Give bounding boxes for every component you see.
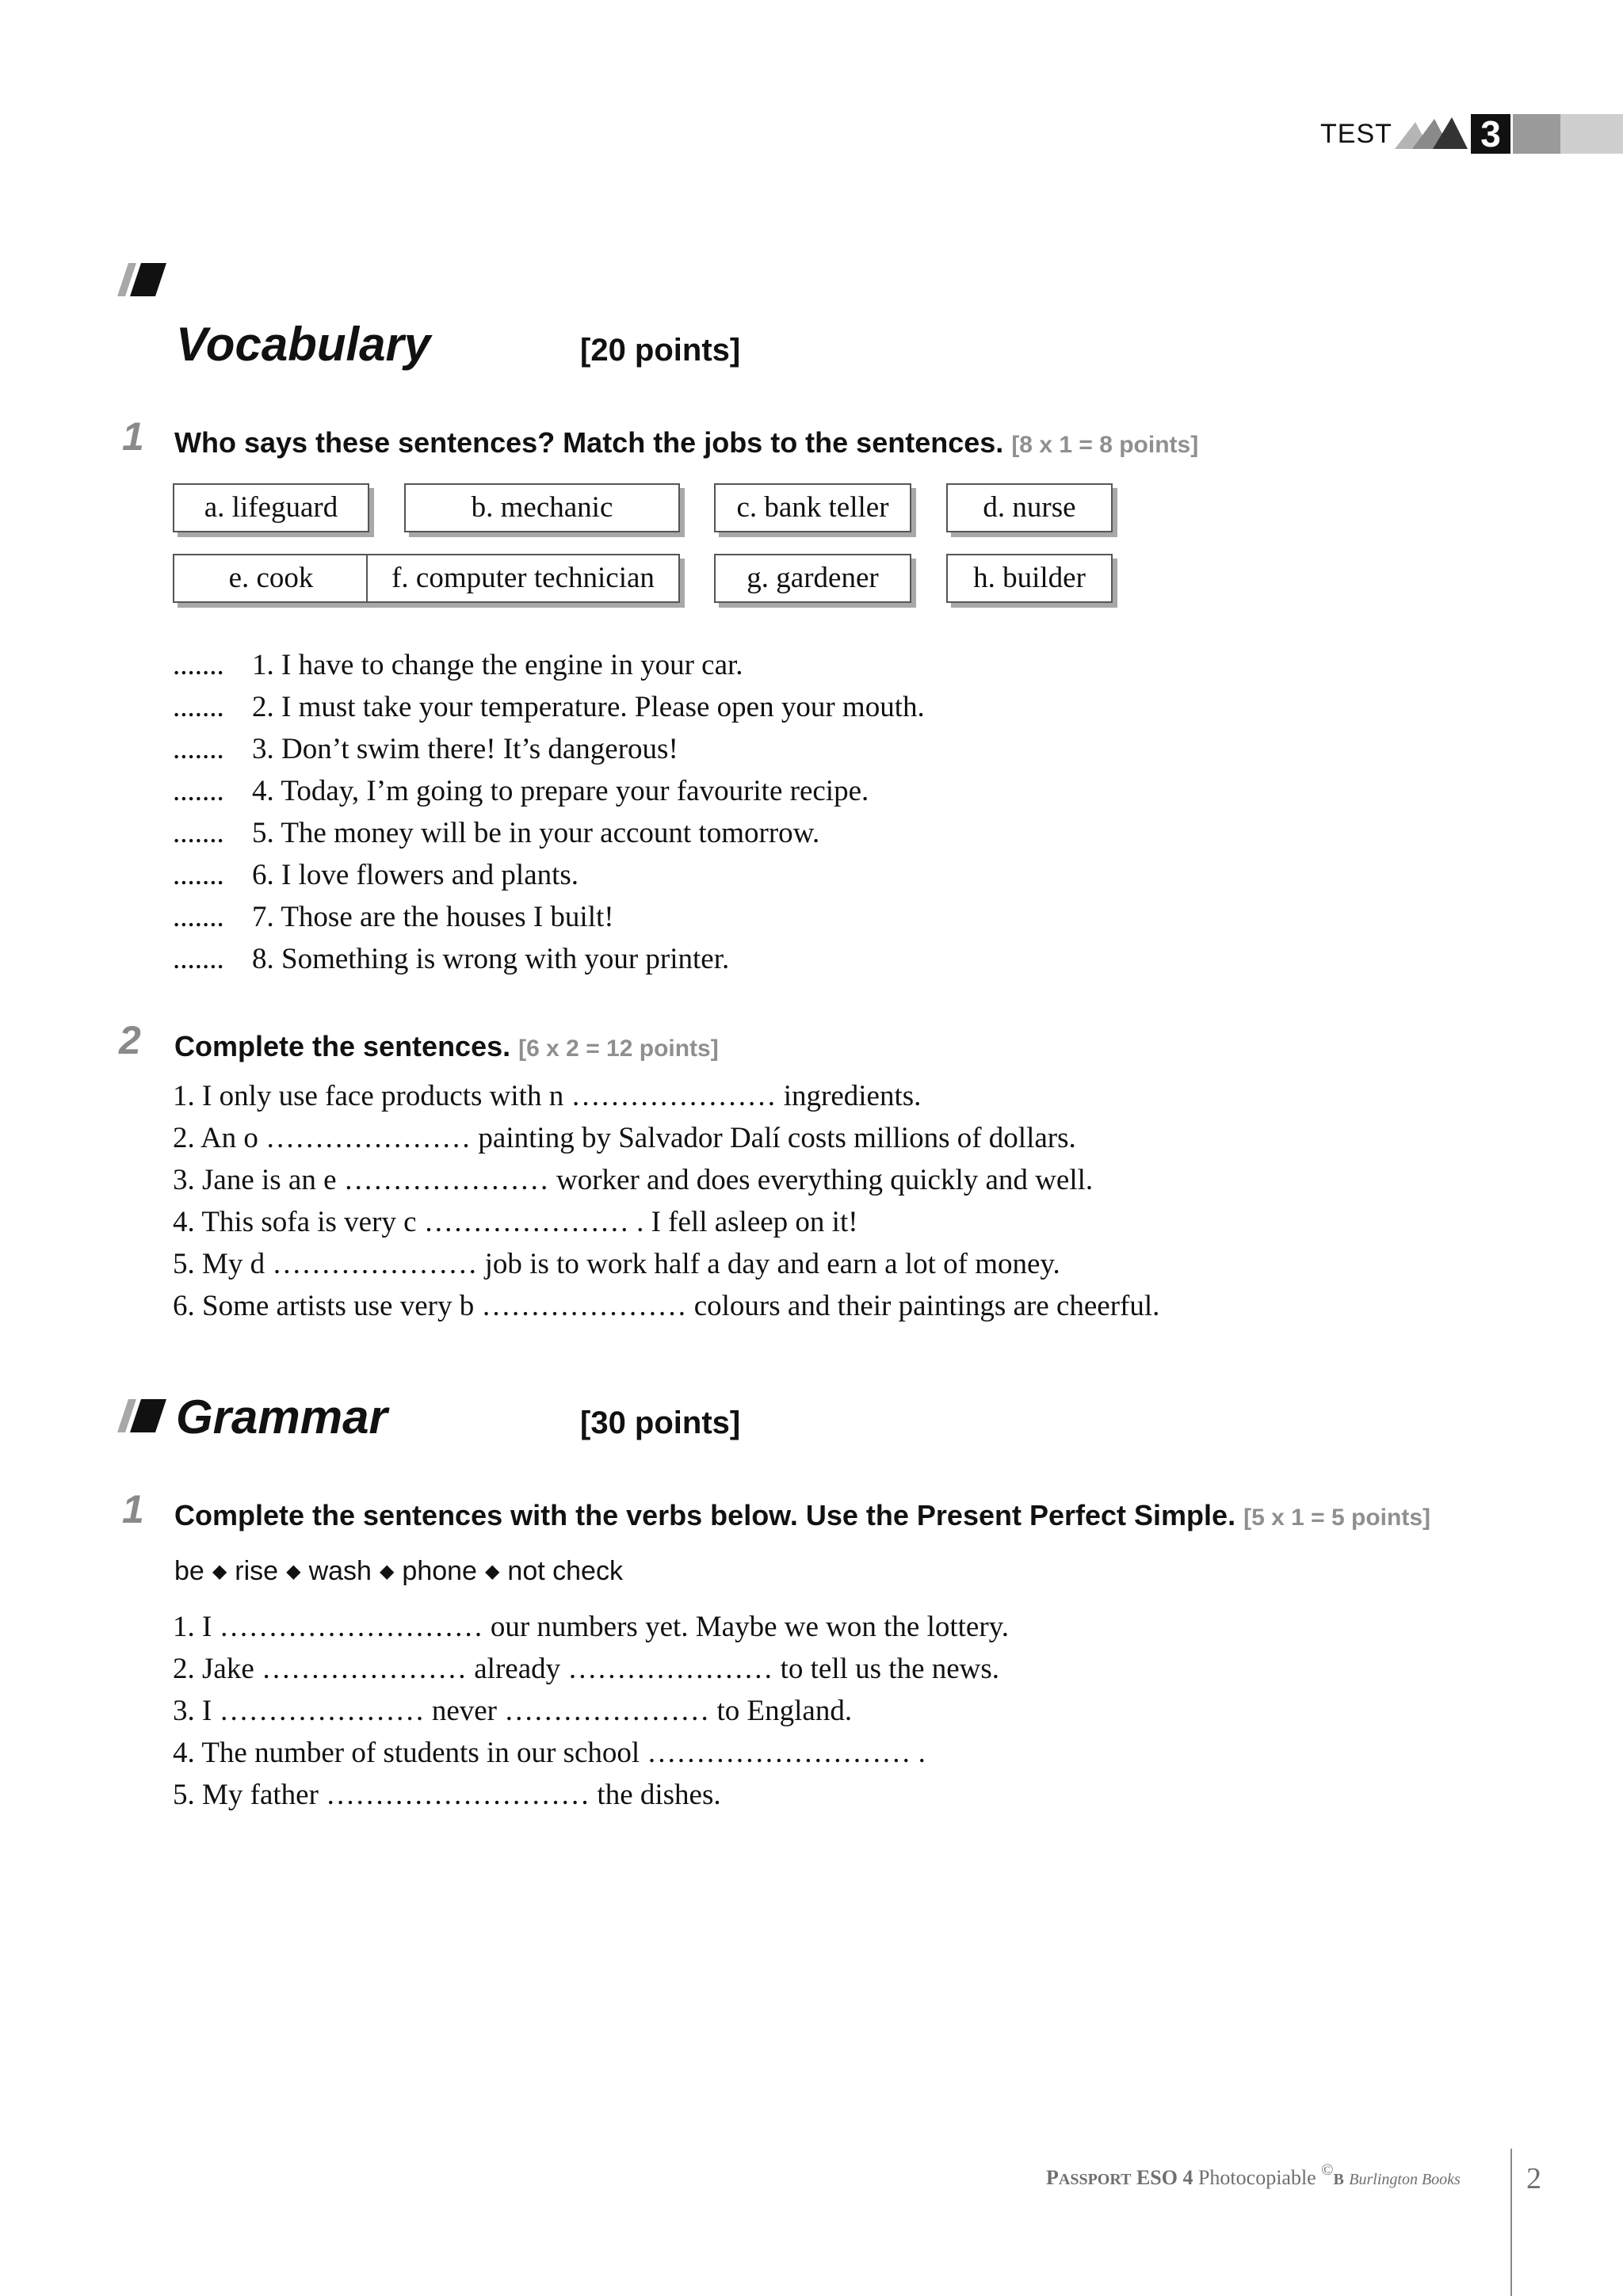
- diamond-icon: ◆: [286, 1561, 301, 1582]
- sentence: 2. Jake ………………… already ………………… to tell us the news.: [173, 1653, 1000, 1685]
- answer-blank[interactable]: .......: [173, 691, 224, 723]
- page-number: 2: [1526, 2162, 1541, 2195]
- sentence: 6. I love flowers and plants.: [252, 859, 579, 891]
- exercise-number: 2: [119, 1018, 141, 1062]
- sentence: 5. My d ………………… job is to work half a day and earn a lot of money.: [173, 1248, 1060, 1280]
- job-option: c. bank teller: [714, 483, 911, 532]
- job-option: g. gardener: [714, 554, 911, 603]
- sentence: 1. I ……………………… our numbers yet. Maybe we won the lottery.: [173, 1611, 1010, 1643]
- instruction-text: Complete the sentences.: [174, 1030, 511, 1062]
- job-option: a. lifeguard: [173, 483, 369, 532]
- sentence: 2. An o ………………… painting by Salvador Dalí costs millions of dollars.: [173, 1122, 1076, 1154]
- test-label: TEST: [1320, 119, 1392, 149]
- mountains-icon: [1395, 117, 1468, 149]
- job-option: d. nurse: [946, 483, 1113, 532]
- exercise-points: [6 x 2 = 12 points]: [518, 1035, 719, 1062]
- job-option: f. computer technician: [366, 554, 680, 603]
- exercise-points: [5 x 1 = 5 points]: [1243, 1505, 1430, 1531]
- sentence: 3. I ………………… never ………………… to England.: [173, 1695, 853, 1727]
- answer-blank[interactable]: .......: [173, 649, 224, 681]
- grammar-points: [30 points]: [580, 1405, 741, 1440]
- sentence: 3. Don’t swim there! It’s dangerous!: [252, 733, 678, 765]
- grammar-title: Grammar: [176, 1390, 388, 1444]
- sentence: 7. Those are the houses I built!: [252, 901, 614, 933]
- header-bar: [1560, 114, 1623, 154]
- diamond-icon: ◆: [379, 1561, 395, 1582]
- answer-blank[interactable]: .......: [173, 901, 224, 933]
- sentence: 5. My father ……………………… the dishes.: [173, 1779, 721, 1811]
- test-number: 3: [1471, 114, 1510, 154]
- verb-list: [174, 1556, 623, 1587]
- vocabulary-points: [20 points]: [580, 333, 741, 368]
- job-option: e. cook: [173, 554, 369, 603]
- sentence: 8. Something is wrong with your printer.: [252, 943, 730, 975]
- answer-blank[interactable]: .......: [173, 775, 224, 807]
- exercise-instruction: [174, 1030, 719, 1063]
- verb-item: rise: [235, 1556, 279, 1586]
- sentence: 4. The number of students in our school ……………………… .: [173, 1737, 926, 1769]
- verb-item: not check: [507, 1556, 623, 1586]
- answer-blank[interactable]: .......: [173, 943, 224, 975]
- exercise-number: 1: [122, 414, 144, 459]
- brand-logo: B: [1333, 2171, 1344, 2188]
- sentence: 6. Some artists use very b ………………… colours and their paintings are cheerful.: [173, 1290, 1160, 1322]
- test-badge: [1320, 114, 1623, 154]
- diamond-icon: ◆: [212, 1561, 227, 1582]
- sentence: 1. I have to change the engine in your car.: [252, 649, 743, 681]
- diamond-icon: ◆: [484, 1561, 500, 1582]
- footer-passport: ASSPORT: [1058, 2171, 1132, 2188]
- sentence: 1. I only use face products with n ………………… ingredients.: [173, 1080, 922, 1112]
- job-option: h. builder: [946, 554, 1113, 603]
- footer-copyright: ©: [1321, 2161, 1334, 2179]
- sentence: 3. Jane is an e ………………… worker and does everything quickly and well.: [173, 1164, 1094, 1196]
- exercise-points: [8 x 1 = 8 points]: [1011, 432, 1199, 458]
- sentence: 4. This sofa is very c ………………… . I fell asleep on it!: [173, 1206, 858, 1238]
- job-option: b. mechanic: [404, 483, 680, 532]
- answer-blank[interactable]: .......: [173, 733, 224, 765]
- header-bar: [1513, 114, 1560, 154]
- footer-brand: Burlington Books: [1349, 2171, 1461, 2188]
- verb-item: phone: [402, 1556, 477, 1586]
- instruction-text: Complete the sentences with the verbs below. Use the Present Perfect Simple.: [174, 1499, 1236, 1531]
- vocabulary-title: Vocabulary: [176, 318, 431, 371]
- section-slash-icon: [117, 263, 166, 296]
- instruction-text: Who says these sentences? Match the jobs to the sentences.: [174, 426, 1004, 459]
- verb-item: wash: [308, 1556, 372, 1586]
- answer-blank[interactable]: .......: [173, 817, 224, 849]
- sentence: 2. I must take your temperature. Please open your mouth.: [252, 691, 925, 723]
- footer-level: ESO 4: [1136, 2166, 1193, 2189]
- sentence: 4. Today, I’m going to prepare your favourite recipe.: [252, 775, 869, 807]
- footer-photocopiable: Photocopiable: [1197, 2166, 1316, 2189]
- footer-divider: [1510, 2149, 1512, 2296]
- footer-passport: P: [1046, 2166, 1059, 2189]
- exercise-instruction: [174, 1499, 1430, 1532]
- exercise-number: 1: [122, 1487, 144, 1531]
- footer: [1046, 2161, 1461, 2190]
- sentence: 5. The money will be in your account tomorrow.: [252, 817, 820, 849]
- answer-blank[interactable]: .......: [173, 859, 224, 891]
- exercise-instruction: [174, 426, 1198, 460]
- section-slash-icon: [117, 1399, 166, 1432]
- verb-item: be: [174, 1556, 204, 1586]
